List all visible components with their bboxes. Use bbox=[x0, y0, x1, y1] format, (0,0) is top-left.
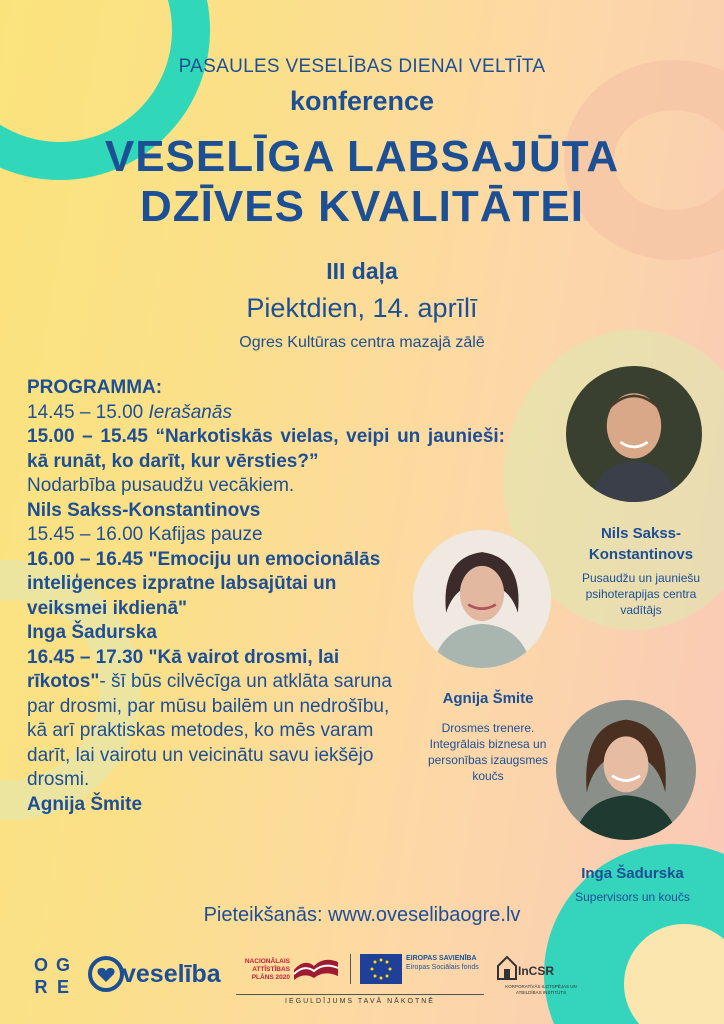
speaker-card-inga bbox=[560, 863, 705, 905]
registration-link[interactable]: Pieteikšanās: www.oveselibaogre.lv bbox=[203, 904, 521, 926]
invest-slogan: IEGULDĪJUMS TAVĀ NĀKOTNĒ bbox=[285, 998, 435, 1005]
nap-text: NACIONĀLAIS ATTĪSTĪBAS PLĀNS 2020 bbox=[244, 958, 290, 981]
subtitle: konference bbox=[289, 86, 435, 116]
speaker-role: Supervisors un koučs bbox=[575, 890, 690, 904]
portrait-illustration bbox=[566, 366, 702, 502]
eu-flag-icon bbox=[360, 954, 402, 984]
speaker-name: Agnija Šmite bbox=[442, 690, 534, 707]
oveseliba-text: veselība bbox=[122, 960, 221, 988]
eu-fund: Eiropas Sociālais fonds bbox=[406, 964, 479, 971]
speaker-card-agnija bbox=[418, 688, 558, 784]
portrait-illustration bbox=[556, 700, 696, 840]
ogre-letter-o: O bbox=[33, 955, 49, 975]
talk1-speaker: Nils Sakss-Konstantinovs bbox=[27, 499, 261, 521]
portrait-illustration bbox=[413, 530, 551, 668]
inga-photo bbox=[556, 700, 696, 840]
speaker-role: Pusaudžu un jauniešu psihoterapijas centra vadītājs bbox=[581, 571, 701, 617]
talk3 bbox=[27, 646, 405, 793]
speaker-card-nils bbox=[566, 523, 716, 618]
house-icon bbox=[496, 954, 518, 980]
event-date: Piektdien, 14. aprīlī bbox=[246, 293, 478, 323]
eu-title: EIROPAS SAVIENĪBA bbox=[406, 955, 477, 962]
ogre-letter-g: G bbox=[55, 955, 71, 975]
speaker-role: Drosmes trenere. Integrālais biznesa un personības izaugsmes koučs bbox=[427, 721, 549, 783]
logo-divider bbox=[350, 954, 351, 984]
program-item-break: 15.45 – 16.00 Kafijas pauze bbox=[27, 524, 263, 545]
program-heading: PROGRAMMA: bbox=[27, 377, 163, 398]
incsr-logo bbox=[496, 950, 586, 1006]
event-venue: Ogres Kultūras centra mazajā zālē bbox=[239, 334, 485, 351]
talk2-speaker: Inga Šadurska bbox=[27, 622, 157, 643]
arrival-time: 14.45 – 15.00 bbox=[27, 401, 144, 423]
program-item-arrival bbox=[27, 401, 505, 426]
talk3-description: - šī būs cilvēcīga un atklāta saruna par drosmi, par mūsu bailēm un nedrošību, kā arī praktiskas metodes, ko mēs varam darīt, lai vairotu un veicinātu savu iekšējo drosmi. bbox=[27, 671, 392, 790]
incsr-text: InCSR bbox=[518, 964, 554, 978]
logo-strip bbox=[0, 950, 724, 1020]
arrival-label: Ierašanās bbox=[148, 401, 232, 423]
invest-divider bbox=[236, 994, 484, 995]
oveseliba-heart-icon bbox=[86, 954, 126, 994]
nils-photo bbox=[566, 366, 702, 502]
agnija-photo bbox=[413, 530, 551, 668]
event-title bbox=[0, 132, 724, 232]
talk3-speaker: Agnija Šmite bbox=[27, 793, 143, 815]
speaker-name: Nils Sakss- bbox=[600, 525, 682, 542]
supertitle: PASAULES VESELĪBAS DIENAI VELTĪTA bbox=[178, 56, 546, 77]
eu-text bbox=[406, 954, 486, 972]
title-line-1: VESELĪGA LABSAJŪTA bbox=[104, 132, 620, 181]
ogre-letter-e: E bbox=[56, 977, 70, 996]
title-line-2: DZĪVES KVALITĀTEI bbox=[140, 182, 584, 231]
talk2-title: 16.00 – 16.45 "Emociju un emocionālās inteliģences izpratne labsajūtai un veiksmei ikdienā" bbox=[27, 548, 381, 619]
latvia-flag-icon bbox=[292, 952, 340, 982]
talk1-description: Nodarbība pusaudžu vecākiem. bbox=[27, 475, 295, 496]
ogre-letter-r: R bbox=[34, 977, 48, 996]
ogre-logo bbox=[30, 952, 74, 996]
talk1-title: 15.00 – 15.45 “Narkotiskās vielas, veipi un jaunieši: kā runāt, ko darīt, kur vērsties?” bbox=[27, 426, 505, 472]
speaker-name: Inga Šadurska bbox=[581, 865, 684, 882]
part-label: III daļa bbox=[326, 258, 398, 284]
speaker-name-cont: Konstantinovs bbox=[588, 546, 694, 563]
talk3-title: 16.45 – 17.30 "Kā vairot drosmi, lai rīkotos" bbox=[27, 646, 340, 692]
incsr-subtitle: KORPORATĪVĀS ILGTSPĒJAS UN ATBILDĪBAS INSTITŪTS bbox=[505, 984, 577, 995]
